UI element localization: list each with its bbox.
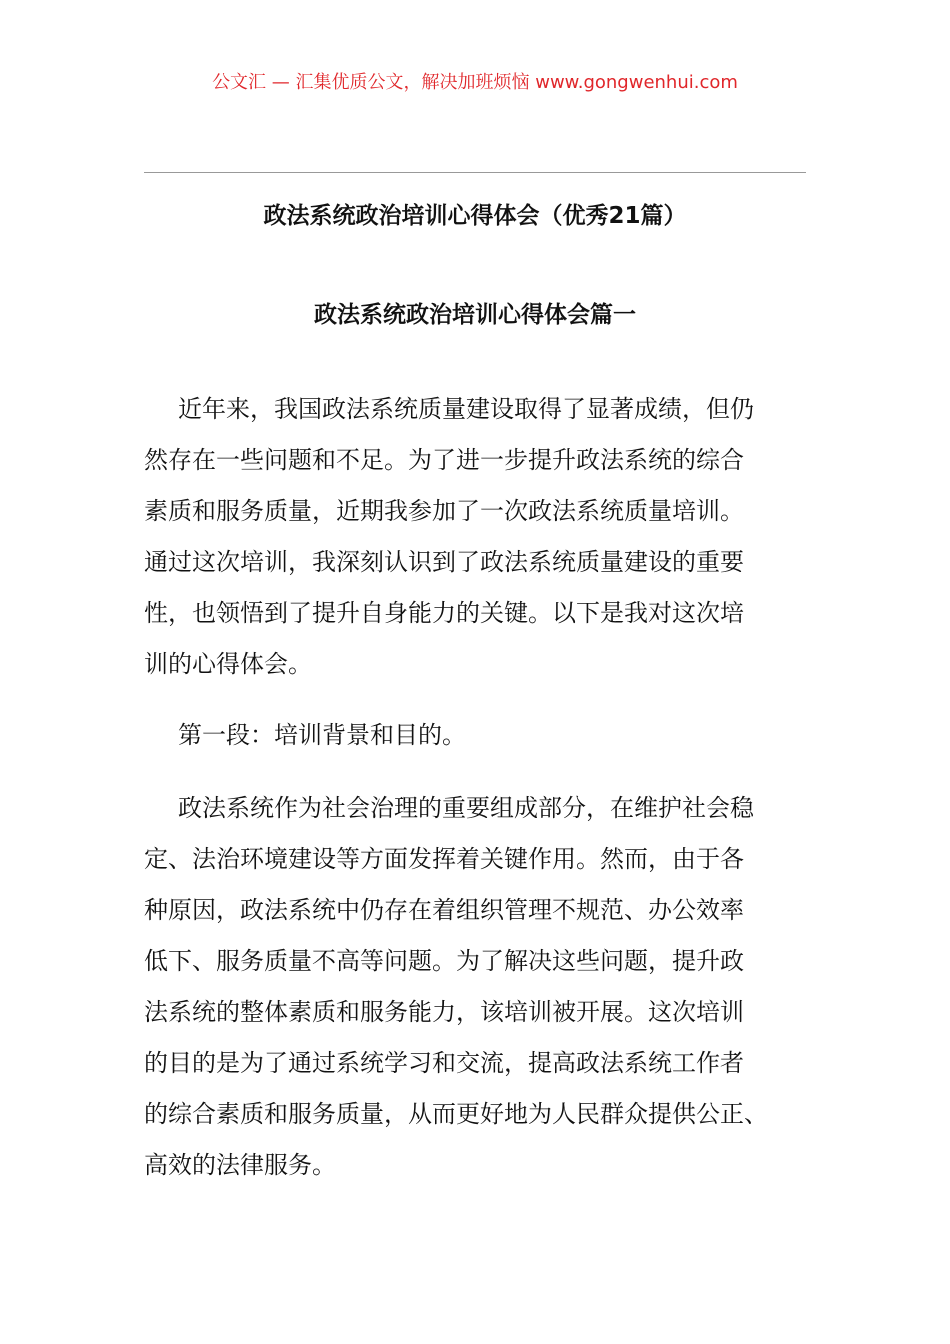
text-line: 定、法治环境建设等方面发挥着关键作用。然而，由于各 [144,845,744,873]
site-header: 公文汇 — 汇集优质公文，解决加班烦恼 www.gongwenhui.com [212,72,738,93]
paragraph-2 [144,710,824,761]
document-title: 政法系统政治培训心得体会（优秀21篇） [263,203,687,229]
paragraph-3 [144,783,824,1191]
text-line: 政法系统作为社会治理的重要组成部分，在维护社会稳 [178,794,754,822]
text-line: 性，也领悟到了提升自身能力的关键。以下是我对这次培 [144,599,744,627]
text-line: 素质和服务质量，近期我参加了一次政法系统质量培训。 [144,497,744,525]
text-line: 然存在一些问题和不足。为了进一步提升政法系统的综合 [144,446,744,474]
text-line: 的综合素质和服务质量，从而更好地为人民群众提供公正、 [144,1100,768,1128]
text-line: 法系统的整体素质和服务能力，该培训被开展。这次培训 [144,998,744,1026]
text-line: 近年来，我国政法系统质量建设取得了显著成绩，但仍 [178,395,754,423]
text-line: 第一段：培训背景和目的。 [178,721,466,749]
section-title: 政法系统政治培训心得体会篇一 [314,302,636,328]
text-line: 高效的法律服务。 [144,1151,336,1179]
text-line: 种原因，政法系统中仍存在着组织管理不规范、办公效率 [144,896,744,924]
text-line: 低下、服务质量不高等问题。为了解决这些问题，提升政 [144,947,744,975]
header-divider [144,172,806,173]
paragraph-1 [144,384,824,690]
text-line: 的目的是为了通过系统学习和交流，提高政法系统工作者 [144,1049,744,1077]
text-line: 训的心得体会。 [144,650,312,678]
text-line: 通过这次培训，我深刻认识到了政法系统质量建设的重要 [144,548,744,576]
